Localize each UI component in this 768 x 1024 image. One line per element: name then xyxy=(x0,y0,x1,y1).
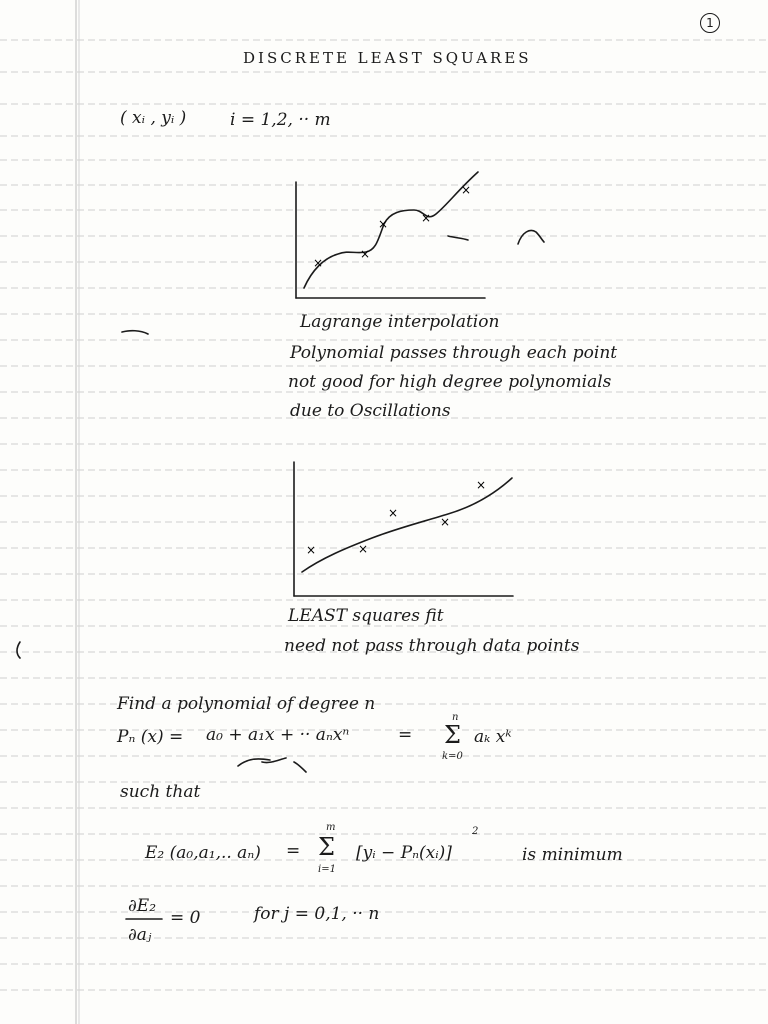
such-that: such that xyxy=(120,782,201,802)
error-equals: = xyxy=(286,841,301,861)
data-points-notation: ( xᵢ , yᵢ ) xyxy=(120,108,187,128)
ls-point-2: × xyxy=(358,542,369,556)
lagrange-point-4: × xyxy=(421,211,432,225)
ls-point-5: × xyxy=(476,478,487,492)
error-tail: is minimum xyxy=(522,845,623,865)
ls-point-4: × xyxy=(440,515,451,529)
polynomial-sum-symbol: Σ xyxy=(444,721,461,749)
lagrange-point-3: × xyxy=(378,217,389,231)
page-number: 1 xyxy=(700,13,720,33)
error-sum-symbol: Σ xyxy=(318,833,335,861)
lagrange-note-3: due to Oscillations xyxy=(290,401,451,421)
error-sum-upper: m xyxy=(326,822,336,833)
error-power: 2 xyxy=(472,826,479,837)
least-squares-fit-curve xyxy=(302,478,512,572)
lagrange-heading: Lagrange interpolation xyxy=(300,312,500,332)
polynomial-summand: aₖ xᵏ xyxy=(474,727,512,747)
lagrange-point-5: × xyxy=(461,183,472,197)
polynomial-lhs: Pₙ (x) = xyxy=(117,727,184,747)
error-summand: [yᵢ − Pₙ(xᵢ)] xyxy=(356,843,452,863)
derivative-denominator: ∂aⱼ xyxy=(128,925,152,945)
lagrange-note-1: Polynomial passes through each point xyxy=(290,343,618,363)
derivative-numerator: ∂E₂ xyxy=(128,896,157,916)
derivative-index-range: for j = 0,1, ·· n xyxy=(254,904,380,924)
polynomial-intro: Find a polynomial of degree n xyxy=(117,694,376,714)
polynomial-sum-upper: n xyxy=(452,712,459,723)
derivative-fraction-bar xyxy=(124,917,164,921)
lagrange-note-2: not good for high degree polynomials xyxy=(288,372,612,392)
least-squares-sketch xyxy=(288,458,518,603)
least-squares-heading: LEAST squares fit xyxy=(288,606,444,626)
error-function-lhs: E₂ (a₀,a₁,.. aₙ) xyxy=(145,843,261,863)
derivative-equals-zero: = 0 xyxy=(170,908,201,928)
page-title: DISCRETE LEAST SQUARES xyxy=(243,49,532,67)
ls-point-1: × xyxy=(306,543,317,557)
lagrange-point-2: × xyxy=(360,247,371,261)
least-squares-note-1: need not pass through data points xyxy=(284,636,580,656)
ls-point-3: × xyxy=(388,506,399,520)
lagrange-point-1: × xyxy=(313,256,324,270)
error-sum-lower: i=1 xyxy=(318,864,336,875)
polynomial-expansion: a₀ + a₁x + ·· aₙxⁿ xyxy=(206,725,350,745)
polynomial-sum-lower: k=0 xyxy=(442,751,463,762)
polynomial-equals: = xyxy=(398,725,413,745)
index-range: i = 1,2, ·· m xyxy=(230,110,331,130)
